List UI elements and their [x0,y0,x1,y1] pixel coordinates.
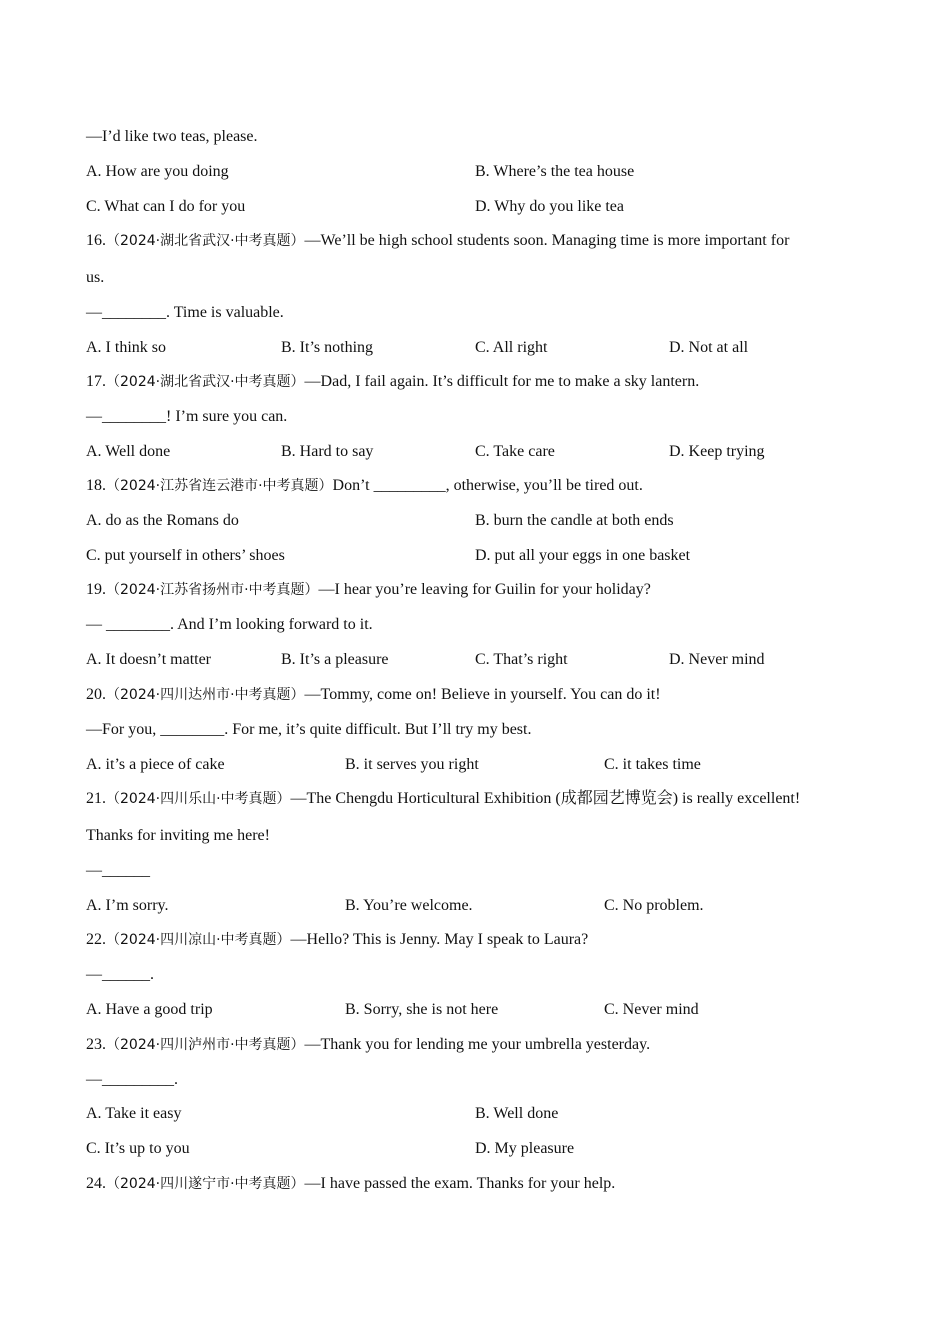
question-source: （2024·四川乐山·中考真题） [106,791,291,807]
question-source: （2024·湖北省武汉·中考真题） [106,233,305,249]
question-number: 17. [86,373,106,390]
q15-option-c: C. What can I do for you [86,198,246,215]
q17-option-c: C. Take care [475,443,555,460]
q21-option-c: C. No problem. [604,897,704,914]
q22-option-b: B. Sorry, she is not here [345,1001,499,1018]
q16-option-c: C. All right [475,339,548,356]
q24-stem [86,1174,615,1194]
question-text: —Thank you for lending me your umbrella yesterday. [304,1036,651,1053]
q21-option-b: B. You’re welcome. [345,897,473,914]
q18-stem [86,476,643,496]
q19-option-c: C. That’s right [475,651,568,668]
question-number: 16. [86,232,106,249]
q21-option-a: A. I’m sorry. [86,897,169,914]
q18-option-a: A. do as the Romans do [86,512,239,529]
q23-option-d: D. My pleasure [475,1140,575,1157]
question-text: —I hear you’re leaving for Guilin for your holiday? [318,581,651,598]
question-number: 18. [86,477,106,494]
q21-stem [86,789,800,809]
question-number: 24. [86,1175,106,1192]
q16-reply: —________. Time is valuable. [86,304,284,321]
q23-option-b: B. Well done [475,1105,559,1122]
q19-stem [86,580,651,600]
q20-option-a: A. it’s a piece of cake [86,756,225,773]
question-text: —The Chengdu Horticultural Exhibition (成都园艺博览会) is really excellent! [290,790,801,807]
q16-stem-continued: us. [86,269,105,286]
q23-option-a: A. Take it easy [86,1105,182,1122]
q22-option-c: C. Never mind [604,1001,699,1018]
q15-option-b: B. Where’s the tea house [475,163,635,180]
q21-stem-continued: Thanks for inviting me here! [86,827,270,844]
question-number: 23. [86,1036,106,1053]
question-number: 22. [86,931,106,948]
question-text: —Tommy, come on! Believe in yourself. You can do it! [304,686,661,703]
q15-option-d: D. Why do you like tea [475,198,625,215]
q16-stem [86,231,789,251]
question-text: —Hello? This is Jenny. May I speak to Laura? [290,931,589,948]
q20-option-c: C. it takes time [604,756,701,773]
question-source: （2024·四川遂宁市·中考真题） [106,1176,305,1192]
question-source: （2024·江苏省扬州市·中考真题） [106,582,319,598]
question-number: 20. [86,686,106,703]
q19-option-b: B. It’s a pleasure [281,651,389,668]
question-text: Don’t _________, otherwise, you’ll be tired out. [332,477,643,494]
q17-option-b: B. Hard to say [281,443,374,460]
q22-option-a: A. Have a good trip [86,1001,213,1018]
q23-option-c: C. It’s up to you [86,1140,190,1157]
q22-stem [86,930,588,950]
q17-stem [86,372,699,392]
q19-option-a: A. It doesn’t matter [86,651,212,668]
q17-reply: —________! I’m sure you can. [86,408,288,425]
q23-reply: —_________. [86,1071,178,1088]
question-text: —We’ll be high school students soon. Managing time is more important for [304,232,790,249]
q18-option-d: D. put all your eggs in one basket [475,547,691,564]
q21-reply: —______ [86,862,150,879]
question-number: 21. [86,790,106,807]
q17-option-d: D. Keep trying [669,443,765,460]
q17-option-a: A. Well done [86,443,171,460]
question-text: —I have passed the exam. Thanks for your help. [304,1175,616,1192]
question-text: —Dad, I fail again. It’s difficult for me to make a sky lantern. [304,373,700,390]
question-source: （2024·四川达州市·中考真题） [106,687,305,703]
q20-option-b: B. it serves you right [345,756,479,773]
question-source: （2024·湖北省武汉·中考真题） [106,374,305,390]
q19-option-d: D. Never mind [669,651,765,668]
q16-option-b: B. It’s nothing [281,339,374,356]
q20-stem [86,685,661,705]
q19-reply: — ________. And I’m looking forward to it. [86,616,373,633]
q15-answer-line: —I’d like two teas, please. [86,128,258,145]
q23-stem [86,1035,650,1055]
question-source: （2024·江苏省连云港市·中考真题） [106,478,333,494]
q22-reply: —______. [86,966,154,983]
question-source: （2024·四川凉山·中考真题） [106,932,291,948]
q15-option-a: A. How are you doing [86,163,229,180]
q18-option-c: C. put yourself in others’ shoes [86,547,285,564]
question-number: 19. [86,581,106,598]
question-source: （2024·四川泸州市·中考真题） [106,1037,305,1053]
q16-option-d: D. Not at all [669,339,749,356]
q20-reply: —For you, ________. For me, it’s quite difficult. But I’ll try my best. [86,721,532,738]
q18-option-b: B. burn the candle at both ends [475,512,674,529]
q16-option-a: A. I think so [86,339,166,356]
